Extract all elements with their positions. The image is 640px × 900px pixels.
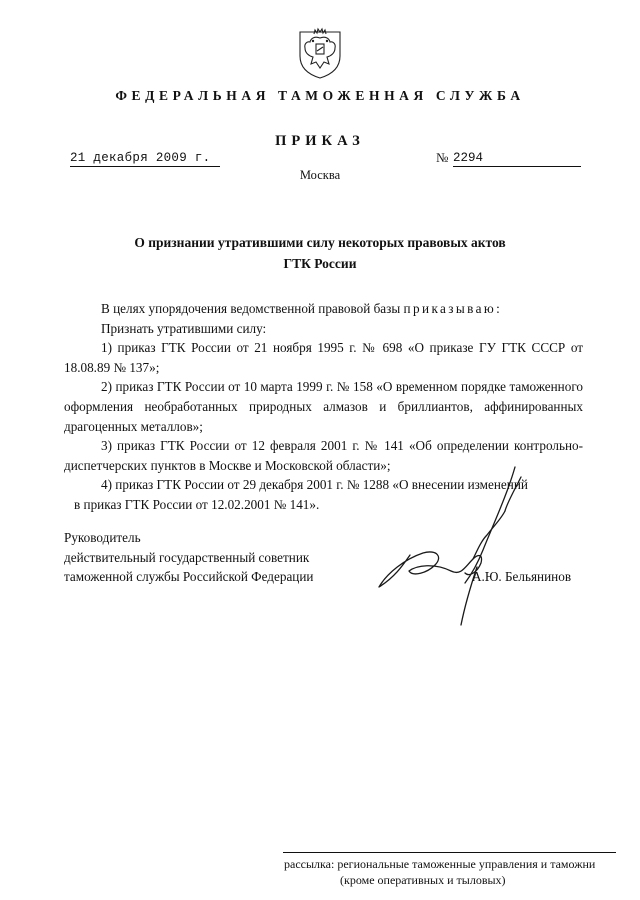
intro-text: В целях упорядочения ведомственной правовой базы: [101, 301, 404, 316]
order-title: [100, 232, 540, 274]
body-revoke-heading: Признать утратившими силу:: [101, 320, 267, 336]
list-item-continuation: в приказ ГТК России от 12.02.2001 № 141».: [74, 496, 320, 512]
distribution-line-2: (кроме оперативных и тыловых): [340, 873, 506, 887]
signer-title-2: действительный государственный советник: [64, 549, 310, 565]
signer-name: А.Ю. Бельянинов: [472, 569, 572, 584]
document-type: ПРИКАЗ: [275, 133, 365, 149]
order-number: 2294: [453, 150, 581, 167]
order-date: 21 декабря 2009 г.: [70, 150, 220, 167]
body-intro: [64, 299, 583, 319]
agency-name: ФЕДЕРАЛЬНАЯ ТАМОЖЕННАЯ СЛУЖБА: [115, 88, 525, 103]
title-line-2: ГТК России: [283, 256, 357, 271]
list-item: 3) приказ ГТК России от 12 февраля 2001 г. № 141 «Об определении контрольно-диспетчерских пунктов в Москве и Московской области»;: [64, 438, 583, 473]
distribution-line-1: рассылка: региональные таможенные управления и таможни: [284, 857, 596, 871]
distribution-list: [284, 856, 624, 888]
signer-block: [64, 528, 394, 587]
order-number-label: №: [436, 150, 449, 165]
distribution-divider: [283, 852, 616, 853]
list-item: 4) приказ ГТК России от 29 декабря 2001 г. № 1288 «О внесении изменений: [101, 477, 528, 493]
list-item: 1) приказ ГТК России от 21 ноября 1995 г. № 698 «О приказе ГУ ГТК СССР от 18.08.89 № 137»;: [64, 340, 583, 375]
city: Москва: [299, 168, 341, 182]
coat-of-arms-emblem: [297, 26, 343, 80]
title-line-1: О признании утратившими силу некоторых правовых актов: [134, 235, 506, 250]
signer-title-3: таможенной службы Российской Федерации: [64, 569, 314, 585]
handwritten-signature: [365, 455, 565, 655]
directive-word: приказываю:: [403, 301, 503, 316]
signer-title-1: Руководитель: [64, 530, 141, 545]
list-item: 2) приказ ГТК России от 10 марта 1999 г. № 158 «О временном порядке таможенного оформления необработанных природных алмазов и бриллиантов, аффинированных драгоценных металлов»;: [64, 379, 583, 434]
